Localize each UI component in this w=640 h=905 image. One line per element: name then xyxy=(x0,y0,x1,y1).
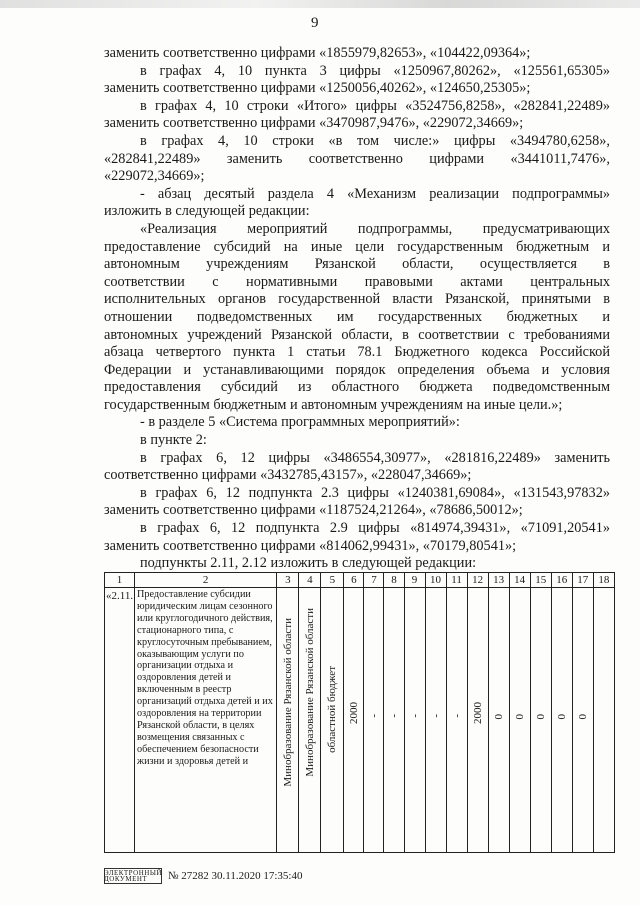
text-line: Федерации и устанавливающими порядок определения объема и условия xyxy=(104,361,610,378)
value-cell-15 xyxy=(530,588,551,853)
value-cell-9 xyxy=(404,588,425,853)
footer xyxy=(104,868,302,884)
text-line: автономных учреждений Рязанской области, в соответствии с требованиями xyxy=(104,326,610,343)
text-line: «229072,34669»; xyxy=(104,168,205,185)
page-number: 9 xyxy=(311,15,319,31)
executor-text: Минобразование Рязанской области xyxy=(281,618,294,787)
header-cell: 16 xyxy=(551,573,572,588)
value-cell-12 xyxy=(467,588,488,853)
executor-cell xyxy=(277,588,299,853)
text-line: автономным учреждениям Рязанской области, осуществляется в xyxy=(104,256,610,273)
program-measures-table xyxy=(104,572,615,853)
text-line: предоставление субсидий на иные цели государственным бюджетным и xyxy=(104,238,610,255)
header-cell: 10 xyxy=(425,573,446,588)
document-body xyxy=(104,45,610,573)
header-cell: 2 xyxy=(135,573,277,588)
header-cell: 5 xyxy=(321,573,344,588)
text-line: соответственно цифрами «3432785,43157», «228047,34669»; xyxy=(104,467,472,484)
header-cell: 1 xyxy=(105,573,135,588)
text-line: в графах 6, 12 подпункта 2.9 цифры «814974,39431», «71091,20541» xyxy=(140,520,610,537)
value-text-8: - xyxy=(387,714,400,718)
funding-source-text: областной бюджет xyxy=(326,666,339,753)
text-line: в пункте 2: xyxy=(140,432,207,449)
funding-source-cell xyxy=(321,588,344,853)
text-line: в графах 4, 10 строки «Итого» цифры «3524756,8258», «282841,22489» xyxy=(140,97,610,114)
value-text-10: - xyxy=(429,714,442,718)
value-cell-17 xyxy=(572,588,593,853)
text-line: заменить соответственно цифрами «1250056,40262», «124650,25305»; xyxy=(104,80,531,97)
text-line: исполнительных органов государственной власти Рязанской, принятыми в xyxy=(104,291,610,308)
header-cell: 13 xyxy=(488,573,509,588)
header-cell: 8 xyxy=(384,573,404,588)
text-line: в графах 6, 12 цифры «3486554,30977», «281816,22489» заменить xyxy=(140,449,610,466)
text-line: в графах 6, 12 подпункта 2.3 цифры «1240381,69084», «131543,97832» xyxy=(140,484,610,501)
value-cell-11 xyxy=(446,588,467,853)
value-cell-10 xyxy=(425,588,446,853)
header-cell: 3 xyxy=(277,573,299,588)
text-line: отношении подведомственных им государственных бюджетных и xyxy=(104,308,610,325)
text-line: «Реализация мероприятий подпрограммы, предусматривающих xyxy=(140,220,610,237)
text-line: изложить в следующей редакции: xyxy=(104,203,310,220)
value-text-16: 0 xyxy=(555,714,568,720)
table-header-row xyxy=(105,573,615,588)
header-cell: 12 xyxy=(467,573,488,588)
header-cell: 4 xyxy=(299,573,321,588)
recipient-text: Минобразование Рязанской области xyxy=(303,608,316,777)
item-number-cell: «2.11. xyxy=(105,588,135,853)
value-cell-14 xyxy=(509,588,530,853)
electronic-document-stamp: ЭЛЕКТРОННЫЙ ДОКУМЕНТ xyxy=(104,869,162,883)
value-cell-7 xyxy=(364,588,384,853)
text-line: «282841,22489» заменить соответственно цифрами «3441011,7476», xyxy=(104,150,610,167)
text-line: предоставления субсидий из областного бюджета подведомственным xyxy=(104,379,610,396)
value-text-6: 2000 xyxy=(347,702,360,724)
recipient-cell xyxy=(299,588,321,853)
scan-top-band xyxy=(0,0,640,8)
value-text-7: - xyxy=(367,714,380,718)
text-line: в графах 4, 10 пункта 3 цифры «1250967,80262», «125561,65305» xyxy=(140,62,610,79)
text-line: - абзац десятый раздела 4 «Механизм реализации подпрограммы» xyxy=(140,185,610,202)
value-cell-8 xyxy=(384,588,404,853)
header-cell: 7 xyxy=(364,573,384,588)
value-text-13: 0 xyxy=(492,714,505,720)
text-line: подпункты 2.11, 2.12 изложить в следующей редакции: xyxy=(140,555,477,572)
header-cell: 9 xyxy=(404,573,425,588)
header-cell: 11 xyxy=(446,573,467,588)
value-cell-18 xyxy=(593,588,614,853)
header-cell: 6 xyxy=(344,573,364,588)
item-name-cell: Предоставление субсидии юридическим лицам сезонного или круглогодичного действия, стационарного типа, с круглосуточным пребыванием, оказывающим услуги по организации отдыха и оздоровления детей и включенным в реестр организаций отдыха детей и их оздоровления на территории Рязанской области, в целях возмещения связанных с обеспечением безопасности жизни и здоровья детей и xyxy=(135,588,277,853)
text-line: заменить соответственно цифрами «3470987,9476», «229072,34669»; xyxy=(104,115,524,132)
value-text-12: 2000 xyxy=(471,702,484,724)
text-line: абзаца четвертого пункта 1 статьи 78.1 Бюджетного кодекса Российской xyxy=(104,344,610,361)
header-cell: 14 xyxy=(509,573,530,588)
text-line: в графах 4, 10 строки «в том числе:» цифры «3494780,6258», xyxy=(140,132,610,149)
text-line: заменить соответственно цифрами «1187524,21264», «78686,50012»; xyxy=(104,502,523,519)
value-text-9: - xyxy=(408,714,421,718)
value-text-17: 0 xyxy=(576,714,589,720)
header-cell: 18 xyxy=(593,573,614,588)
header-cell: 17 xyxy=(572,573,593,588)
value-text-15: 0 xyxy=(534,714,547,720)
value-cell-13 xyxy=(488,588,509,853)
text-line: государственным бюджетным и автономным учреждениям на иные цели.»; xyxy=(104,396,563,413)
text-line: соответствии с нормативными правовыми актами центральных xyxy=(104,273,610,290)
table-row xyxy=(105,588,615,853)
value-cell-16 xyxy=(551,588,572,853)
document-registration: № 27282 30.11.2020 17:35:40 xyxy=(168,870,303,882)
value-text-14: 0 xyxy=(513,714,526,720)
text-line: заменить соответственно цифрами «814062,99431», «70179,80541»; xyxy=(104,537,517,554)
value-cell-6 xyxy=(344,588,364,853)
text-line: - в разделе 5 «Система программных мероприятий»: xyxy=(140,414,460,431)
header-cell: 15 xyxy=(530,573,551,588)
text-line: заменить соответственно цифрами «1855979,82653», «104422,09364»; xyxy=(104,45,531,61)
value-text-11: - xyxy=(450,714,463,718)
